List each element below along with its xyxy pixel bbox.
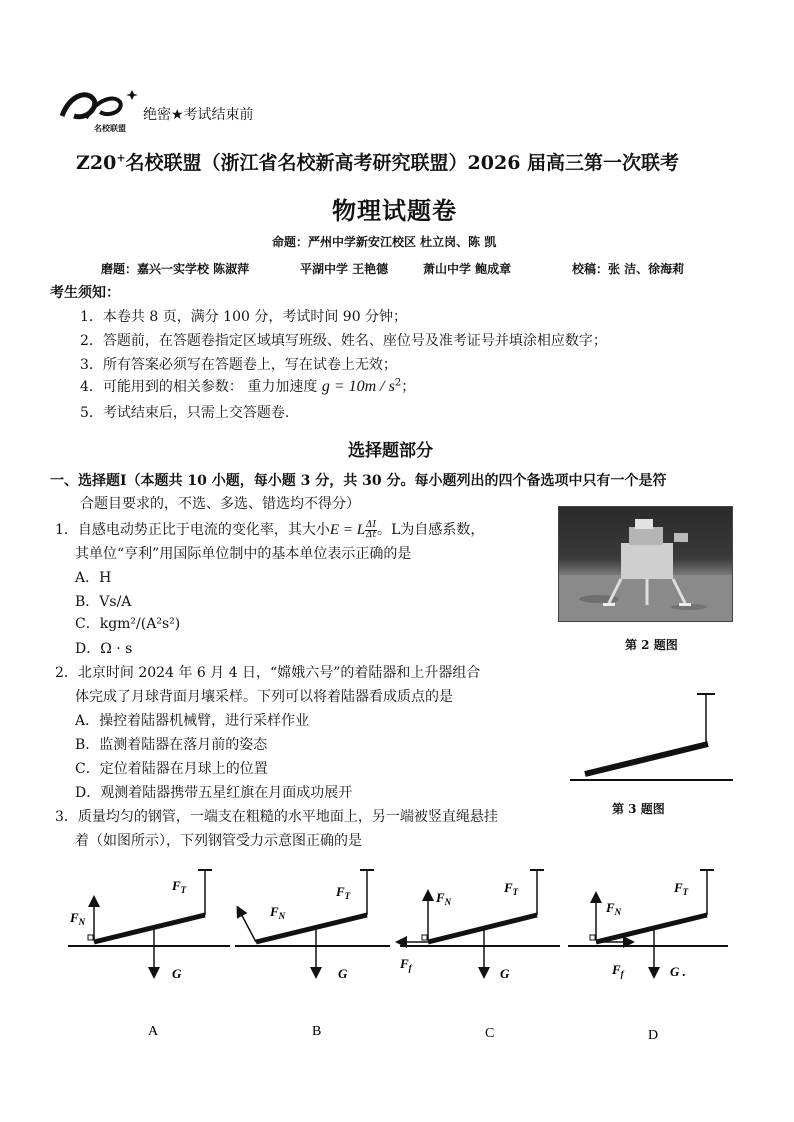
q1-formula: E = L [329,522,366,538]
a-g-label: G [172,966,182,981]
part1-line1 [50,470,667,490]
c-ff-label: $F_f$ [400,956,412,973]
part1-text: 一、选择题Ⅰ（本题共 10 小题，每小题 3 分，共 30 分。每小题列出的四个备选项中只有一个是符 [50,473,667,489]
q1-option-b: B．Vs/A [75,594,132,610]
d-ft-label: $F_T$ [674,880,689,897]
q1-line2: 其单位“亨利”用国际单位制中的基本单位表示正确的是 [75,546,412,562]
section-title: 选择题部分 [348,441,433,461]
fig3-diagram [565,686,735,786]
exam-prefix-sup: + [116,151,126,165]
lander-photo [558,506,733,622]
notice-item-4 [80,376,415,396]
notice-item-3: 3．所有答案必须写在答题卷上，写在试卷上无效； [80,357,397,373]
author-line: 命题：严州中学新安江校区 杜立岗、陈 凯 [272,235,497,249]
b-ft-label: $F_T$ [336,884,351,901]
b-fn-label: $F_N$ [270,904,286,921]
d-option-letter: D [648,1028,659,1043]
q1-text-b: 。L为自感系数， [377,522,485,538]
exam-title [76,148,679,175]
c-fn-label: $F_N$ [436,890,452,907]
reviewer-3: 萧山中学 鲍成章 [423,262,512,276]
q2-line1: 2．北京时间 2024 年 6 月 4 日，“嫦娥六号”的着陆器和上升器组合 [55,665,481,681]
q1-option-d: D．Ω · s [75,641,133,657]
notice-heading: 考生须知： [50,285,120,301]
q1-frac-den: Δt [366,529,377,540]
diagram-c [398,870,560,1041]
reviewer-1: 磨题：嘉兴一实学校 陈淑萍 [101,262,250,276]
diagram-b [235,870,390,1039]
q2-option-d: D．观测着陆器携带五星红旗在月面成功展开 [75,785,353,801]
d-fn-label: $F_N$ [606,900,622,917]
exam-prefix: Z20 [76,152,117,174]
notice-item-1: 1．本卷共 8 页，满分 100 分，考试时间 90 分钟； [80,309,408,325]
q2-option-a: A．操控着陆器机械臂，进行采样作业 [75,713,310,729]
a-option-letter: A [148,1024,159,1039]
notice-item-4-text: 4．可能用到的相关参数： 重力加速度 [80,379,318,395]
part1-line2: 合题目要求的，不选、多选、错选均不得分） [80,496,360,512]
a-ft-label: $F_T$ [172,878,187,895]
q3-line2: 着（如图所示），下列钢管受力示意图正确的是 [75,833,362,849]
reviewer-4: 校稿：张 洁、徐海莉 [572,262,685,276]
diagram-a [68,870,230,1039]
notice-item-2: 2．答题前，在答题卷指定区域填写班级、姓名、座位号及准考证号并填涂相应数字； [80,333,607,349]
subject-title: 物理试题卷 [332,197,457,225]
d-g-label: G . [670,964,686,979]
q1-fraction [365,521,377,540]
lander-icon [559,507,732,621]
diagram-d [568,870,728,1043]
gravity-value: g = 10m / s [321,378,395,395]
fig2-caption: 第 2 题图 [625,638,678,652]
logo-icon [58,86,140,124]
q1-option-c: C．kgm²/(A²s²) [75,616,181,632]
q3-line1: 3．质量均匀的钢管，一端支在粗糙的水平地面上，另一端被竖直绳悬挂 [55,809,498,825]
c-option-letter: C [485,1026,495,1041]
logo [58,86,140,134]
reviewer-2: 平湖中学 王艳德 [300,262,389,276]
a-fn-label: $F_N$ [70,910,86,927]
q2-option-b: B．监测着陆器在落月前的姿态 [75,737,268,753]
exam-title-text: 名校联盟（浙江省名校新高考研究联盟）2026 届高三第一次联考 [125,152,680,174]
q1-line1 [55,519,484,540]
c-g-label: G [500,966,510,981]
q1-frac-num: ΔI [366,519,377,530]
logo-caption: 名校联盟 [94,124,126,133]
fig3-caption: 第 3 题图 [612,802,665,816]
force-diagrams [60,860,740,1050]
d-ff-label: $F_f$ [612,962,624,979]
q1-option-a: A．H [75,570,112,586]
q2-option-c: C．定位着陆器在月球上的位置 [75,761,268,777]
c-ft-label: $F_T$ [504,880,519,897]
b-option-letter: B [312,1024,322,1039]
notice-item-5: 5．考试结束后，只需上交答题卷. [80,405,290,421]
secret-label: 绝密★考试结束前 [143,107,254,123]
gravity-exp: 2 [394,377,402,389]
q2-line2: 体完成了月球背面月壤采样。下列可以将着陆器看成质点的是 [75,689,453,705]
q1-text-a: 1．自感电动势正比于电流的变化率，其大小 [55,522,330,538]
gravity-end: ； [401,379,416,395]
b-g-label: G [338,966,348,981]
